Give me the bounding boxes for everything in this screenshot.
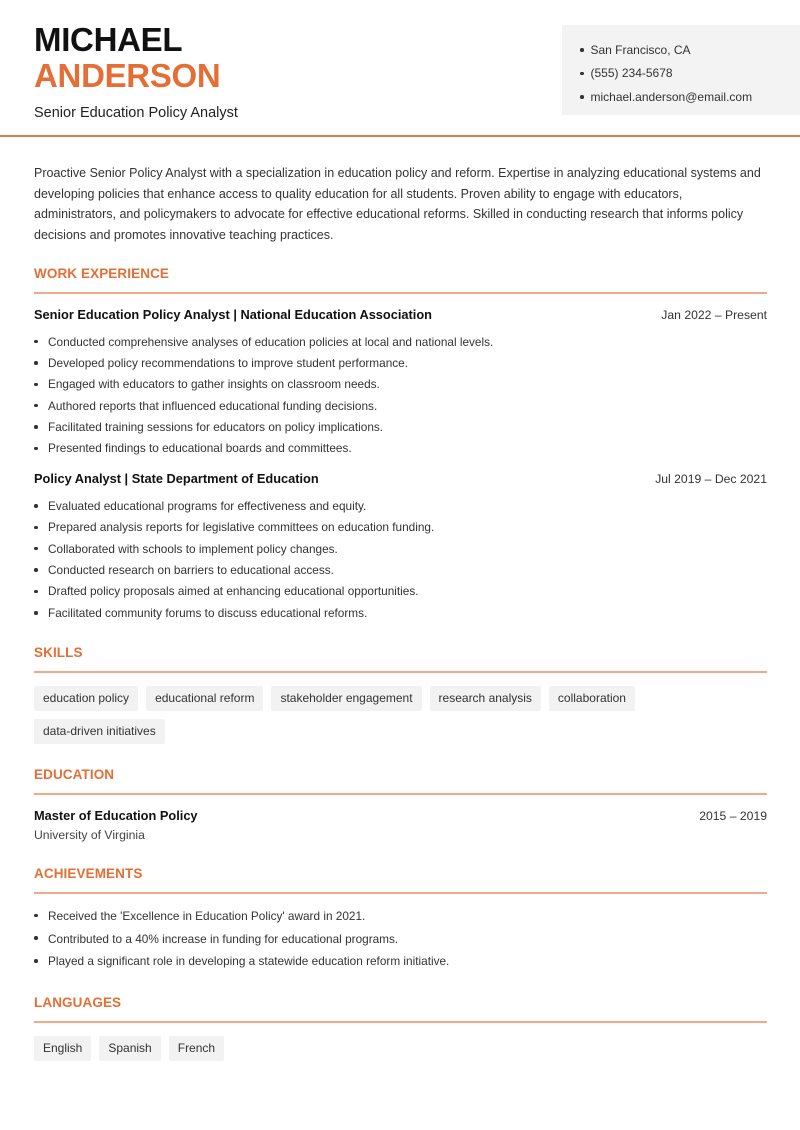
achievements-list [34, 905, 767, 973]
education-header [34, 808, 767, 826]
contact-phone-text: (555) 234-5678 [590, 66, 673, 81]
degree: Master of Education Policy [34, 807, 198, 823]
list-item-text: Facilitated training sessions for educators on policy implications. [48, 420, 384, 435]
list-item-text: Contributed to a 40% increase in funding for educational programs. [48, 931, 399, 946]
last-name: ANDERSON [34, 57, 221, 94]
skill-tag: education policy [34, 686, 138, 711]
resume-header [0, 0, 800, 137]
list-item-text: Presented findings to educational boards and committees. [48, 441, 352, 456]
job-title: Senior Education Policy Analyst [34, 105, 238, 121]
list-item-text: Developed policy recommendations to improve student performance. [48, 355, 408, 370]
language-tag: English [34, 1036, 91, 1061]
school: University of Virginia [34, 827, 145, 842]
education-entry [34, 808, 767, 842]
languages-section [34, 994, 767, 1061]
skill-tag: stakeholder engagement [271, 686, 421, 711]
section-divider [34, 892, 767, 894]
contact-phone [580, 62, 800, 86]
bullet-dot-icon [34, 404, 38, 408]
skill-tag: data-driven initiatives [34, 719, 165, 744]
list-item-text: Evaluated educational programs for effectiveness and equity. [48, 498, 367, 513]
list-item [34, 416, 767, 437]
list-item-text: Played a significant role in developing a statewide education reform initiative. [48, 954, 450, 969]
bullet-dot-icon [34, 526, 38, 530]
list-item [34, 927, 767, 950]
job-role: Policy Analyst | State Department of Education [34, 471, 319, 487]
list-item-text: Facilitated community forums to discuss educational reforms. [48, 605, 368, 620]
list-item [34, 438, 767, 459]
bullet-dot-icon [34, 547, 38, 551]
list-item [34, 517, 767, 538]
job-dates: Jan 2022 – Present [661, 307, 767, 322]
section-title: SKILLS [34, 644, 83, 660]
bullet-dot-icon [34, 504, 38, 508]
list-item-text: Drafted policy proposals aimed at enhancing educational opportunities. [48, 584, 419, 599]
job-entry [34, 471, 767, 623]
list-item [34, 352, 767, 373]
bullet-dot-icon [580, 95, 584, 99]
bullet-dot-icon [34, 611, 38, 615]
job-dates: Jul 2019 – Dec 2021 [655, 472, 767, 487]
contact-email [580, 85, 800, 109]
list-item-text: Engaged with educators to gather insights on classroom needs. [48, 377, 380, 392]
section-divider [34, 793, 767, 795]
bullet-dot-icon [580, 72, 584, 76]
section-divider [34, 671, 767, 673]
list-item [34, 581, 767, 602]
section-divider [34, 1021, 767, 1023]
language-tags [34, 1036, 767, 1061]
list-item-text: Prepared analysis reports for legislative committees on education funding. [48, 520, 435, 535]
bullet-dot-icon [34, 425, 38, 429]
achievements-section [34, 865, 767, 973]
list-item [34, 950, 767, 973]
bullet-dot-icon [34, 568, 38, 572]
skill-tag: research analysis [430, 686, 541, 711]
job-header [34, 307, 767, 325]
list-item [34, 395, 767, 416]
section-title: WORK EXPERIENCE [34, 265, 170, 281]
summary: Proactive Senior Policy Analyst with a specialization in education policy and reform. Expertise in analyzing educational systems and developing policies that enhance access to quality education for all students. Proven ability to engage with educators, administrators, and policymakers to advocate for effective educational reforms. Skilled in conducting research that informs policy decisions and promotes innovative teaching practices. [34, 166, 761, 243]
bullet-dot-icon [34, 959, 38, 963]
job-header [34, 471, 767, 489]
section-title: ACHIEVEMENTS [34, 865, 143, 881]
name-block [34, 22, 238, 122]
list-item-text: Collaborated with schools to implement policy changes. [48, 541, 338, 556]
skill-tag: educational reform [146, 686, 263, 711]
list-item [34, 905, 767, 928]
list-item-text: Authored reports that influenced educational funding decisions. [48, 398, 378, 413]
language-tag: French [169, 1036, 224, 1061]
job-bullets [34, 495, 767, 623]
bullet-dot-icon [34, 914, 38, 918]
section-title: EDUCATION [34, 766, 115, 782]
list-item-text: Conducted research on barriers to educational access. [48, 563, 334, 578]
work-experience-section [34, 265, 767, 624]
education-dates: 2015 – 2019 [699, 808, 767, 823]
contact-email-text: michael.anderson@email.com [590, 89, 753, 104]
first-name: MICHAEL [34, 21, 183, 58]
job-entry [34, 307, 767, 459]
bullet-dot-icon [34, 936, 38, 940]
education-section [34, 766, 767, 842]
section-divider [34, 292, 767, 294]
bullet-dot-icon [34, 447, 38, 451]
language-tag: Spanish [99, 1036, 160, 1061]
bullet-dot-icon [34, 590, 38, 594]
bullet-dot-icon [34, 361, 38, 365]
list-item [34, 559, 767, 580]
list-item-text: Conducted comprehensive analyses of education policies at local and national levels. [48, 334, 494, 349]
contact-box [562, 25, 800, 115]
job-bullets [34, 331, 767, 459]
list-item [34, 331, 767, 352]
list-item [34, 495, 767, 516]
job-role: Senior Education Policy Analyst | National Education Association [34, 306, 432, 322]
list-item [34, 602, 767, 623]
section-title: LANGUAGES [34, 994, 122, 1010]
list-item-text: Received the 'Excellence in Education Policy' award in 2021. [48, 908, 366, 923]
skills-section [34, 644, 767, 744]
skill-tag: collaboration [549, 686, 635, 711]
list-item [34, 538, 767, 559]
bullet-dot-icon [34, 383, 38, 387]
bullet-dot-icon [34, 340, 38, 344]
bullet-dot-icon [580, 48, 584, 52]
skills-tags [34, 686, 767, 744]
resume-content [34, 163, 767, 1061]
contact-location-text: San Francisco, CA [590, 42, 691, 57]
list-item [34, 374, 767, 395]
contact-location [580, 38, 800, 62]
